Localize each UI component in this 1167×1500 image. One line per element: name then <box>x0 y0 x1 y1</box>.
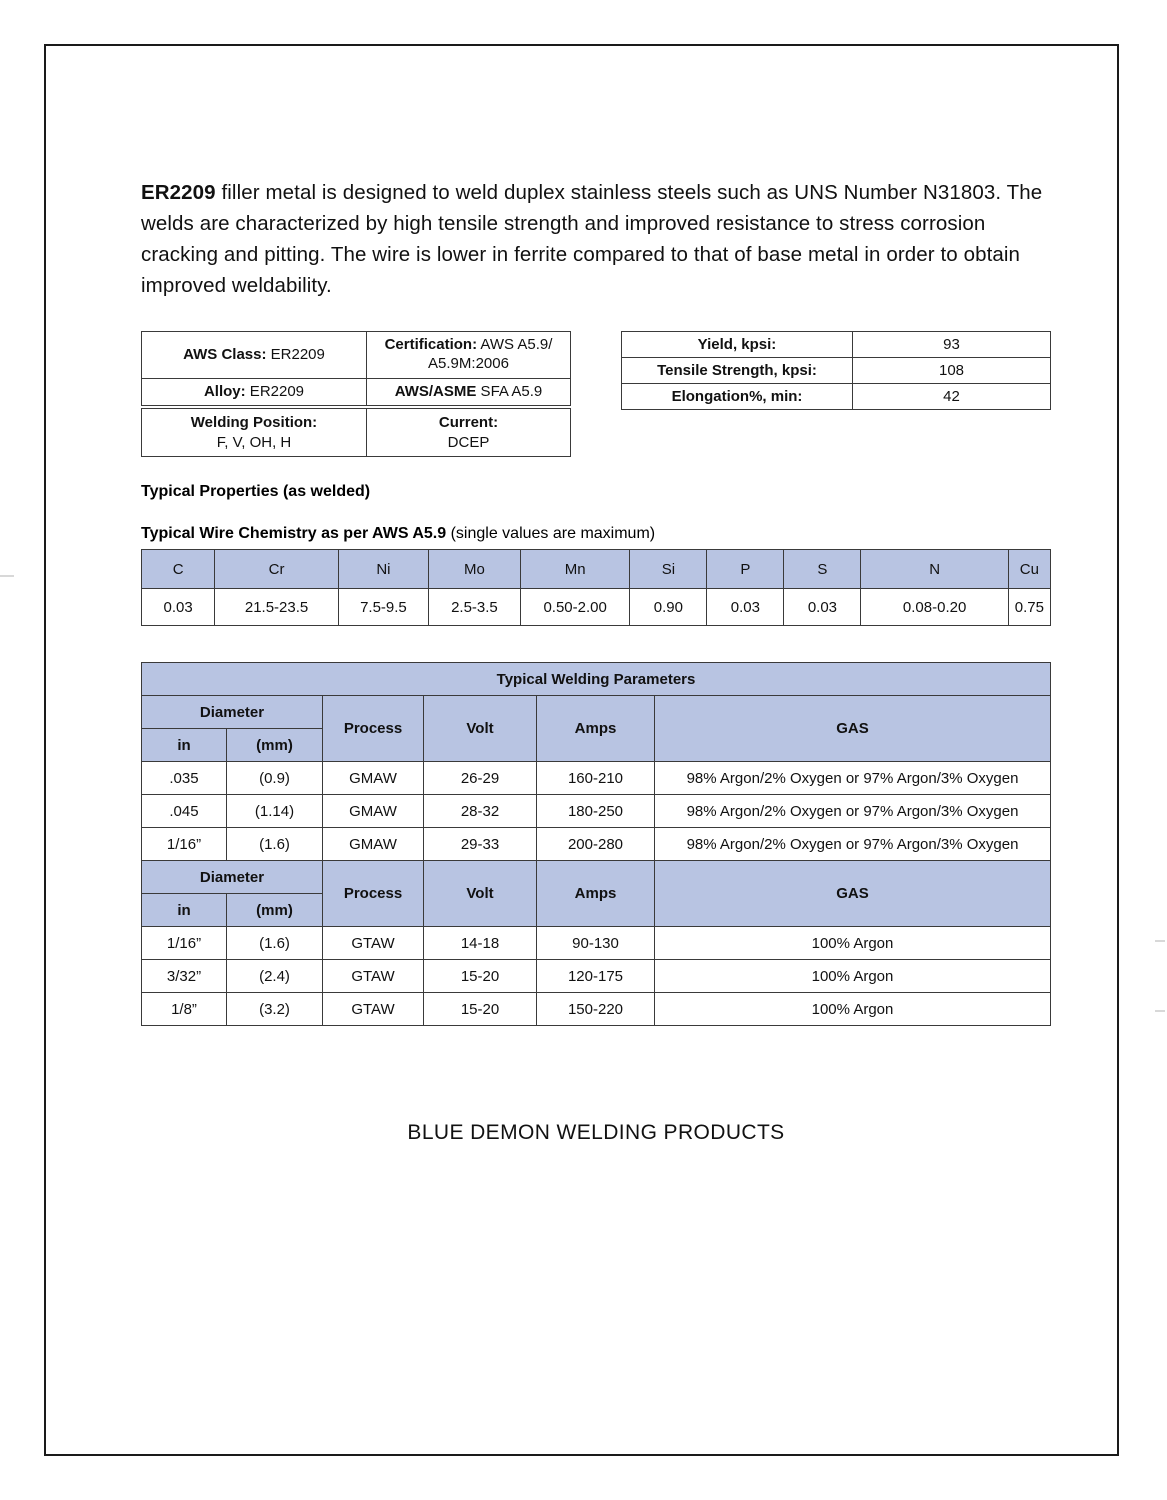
gtaw-row-process: GTAW <box>323 927 424 960</box>
unit-mm-gtaw: (mm) <box>227 894 323 927</box>
diameter-header-gmaw: Diameter <box>142 696 323 729</box>
intro-lead: ER2209 <box>141 180 216 204</box>
chem-header-p: P <box>707 550 784 589</box>
gmaw-row-amps: 180-250 <box>537 795 655 828</box>
table-row <box>622 358 1051 384</box>
chem-header-si: Si <box>630 550 707 589</box>
unit-in-gtaw: in <box>142 894 227 927</box>
table-row <box>142 828 1051 861</box>
alloy-value: ER2209 <box>245 382 305 400</box>
amps-header-gmaw: Amps <box>537 696 655 762</box>
chem-header-cu: Cu <box>1008 550 1050 589</box>
chem-header-n: N <box>861 550 1008 589</box>
diameter-header-gtaw: Diameter <box>142 861 323 894</box>
gtaw-row-amps: 120-175 <box>537 960 655 993</box>
gmaw-row-process: GMAW <box>323 795 424 828</box>
aws-class-cell <box>142 332 367 379</box>
aws-class-value: ER2209 <box>266 345 325 363</box>
table-header-row <box>142 861 1051 894</box>
gtaw-row-amps: 150-220 <box>537 993 655 1026</box>
gtaw-row-in: 3/32” <box>142 960 227 993</box>
gtaw-row-process: GTAW <box>323 993 424 1026</box>
process-header-gmaw: Process <box>323 696 424 762</box>
gmaw-row-in: .045 <box>142 795 227 828</box>
certification-label: Certification: <box>384 336 478 354</box>
chemistry-title <box>141 525 1051 543</box>
chem-header-mn: Mn <box>520 550 629 589</box>
welding-parameters-title: Typical Welding Parameters <box>142 663 1051 696</box>
table-row <box>142 795 1051 828</box>
info-left-column <box>141 331 571 457</box>
gmaw-row-mm: (1.14) <box>227 795 323 828</box>
certification-value: AWS A5.9/ A5.9M:2006 <box>428 336 553 372</box>
aws-class-table <box>141 331 571 406</box>
intro-text: filler metal is designed to weld duplex stainless steels such as UNS Number N31803. The welds are characterized by high tensile strength and improved resistance to stress corrosion cracking and pitting. The wire is lower in ferrite compared to that of base metal in order to obtain improved weldability. <box>141 180 1043 297</box>
elongation-label: Elongation%, min: <box>622 384 853 410</box>
chem-value-cr: 21.5-23.5 <box>215 589 339 626</box>
chem-value-mo: 2.5-3.5 <box>428 589 520 626</box>
amps-header-gtaw: Amps <box>537 861 655 927</box>
gmaw-row-volt: 26-29 <box>424 762 537 795</box>
welding-position-table <box>141 408 571 457</box>
gtaw-row-amps: 90-130 <box>537 927 655 960</box>
chem-header-s: S <box>784 550 861 589</box>
volt-header-gmaw: Volt <box>424 696 537 762</box>
table-row <box>622 332 1051 358</box>
gtaw-row-gas: 100% Argon <box>655 927 1051 960</box>
chem-value-c: 0.03 <box>142 589 215 626</box>
table-row <box>142 927 1051 960</box>
table-header-row <box>142 550 1051 589</box>
table-header-row <box>142 696 1051 729</box>
gmaw-row-mm: (0.9) <box>227 762 323 795</box>
elongation-value: 42 <box>853 384 1051 410</box>
table-row <box>622 384 1051 410</box>
table-title-row <box>142 663 1051 696</box>
chem-value-p: 0.03 <box>707 589 784 626</box>
chem-value-cu: 0.75 <box>1008 589 1050 626</box>
table-row <box>142 589 1051 626</box>
yield-value: 93 <box>853 332 1051 358</box>
gmaw-row-in: .035 <box>142 762 227 795</box>
intro-paragraph <box>141 177 1051 302</box>
table-row <box>142 993 1051 1026</box>
gtaw-row-in: 1/8” <box>142 993 227 1026</box>
chemistry-title-bold: Typical Wire Chemistry as per AWS A5.9 <box>141 525 447 543</box>
gtaw-row-mm: (2.4) <box>227 960 323 993</box>
gas-header-gmaw: GAS <box>655 696 1051 762</box>
table-row <box>142 409 571 457</box>
gtaw-row-gas: 100% Argon <box>655 960 1051 993</box>
gmaw-row-gas: 98% Argon/2% Oxygen or 97% Argon/3% Oxygen <box>655 762 1051 795</box>
table-row <box>142 762 1051 795</box>
asme-value: SFA A5.9 <box>476 382 543 400</box>
chem-header-cr: Cr <box>215 550 339 589</box>
unit-mm-gmaw: (mm) <box>227 729 323 762</box>
unit-in-gmaw: in <box>142 729 227 762</box>
table-row <box>142 960 1051 993</box>
chem-value-s: 0.03 <box>784 589 861 626</box>
chem-header-ni: Ni <box>338 550 428 589</box>
tensile-label: Tensile Strength, kpsi: <box>622 358 853 384</box>
volt-header-gtaw: Volt <box>424 861 537 927</box>
chem-header-mo: Mo <box>428 550 520 589</box>
gtaw-row-mm: (3.2) <box>227 993 323 1026</box>
tensile-value: 108 <box>853 358 1051 384</box>
chem-value-si: 0.90 <box>630 589 707 626</box>
footer-brand: BLUE DEMON WELDING PRODUCTS <box>407 1121 785 1145</box>
gmaw-row-amps: 200-280 <box>537 828 655 861</box>
gtaw-row-in: 1/16” <box>142 927 227 960</box>
scan-mark-right <box>1155 940 1165 942</box>
alloy-cell <box>142 378 367 406</box>
welding-position-header <box>142 409 367 457</box>
gmaw-row-volt: 29-33 <box>424 828 537 861</box>
gtaw-row-gas: 100% Argon <box>655 993 1051 1026</box>
chem-header-c: C <box>142 550 215 589</box>
gmaw-row-gas: 98% Argon/2% Oxygen or 97% Argon/3% Oxygen <box>655 828 1051 861</box>
info-block <box>141 331 1051 457</box>
current-label: Current: <box>438 414 499 432</box>
typical-properties-title: Typical Properties (as welded) <box>141 483 371 501</box>
gtaw-row-volt: 14-18 <box>424 927 537 960</box>
gas-header-gtaw: GAS <box>655 861 1051 927</box>
scan-mark-left <box>0 575 14 577</box>
gmaw-row-amps: 160-210 <box>537 762 655 795</box>
welding-position-label: Welding Position: <box>190 414 318 432</box>
chem-value-n: 0.08-0.20 <box>861 589 1008 626</box>
chemistry-table <box>141 549 1051 626</box>
process-header-gtaw: Process <box>323 861 424 927</box>
alloy-label: Alloy: <box>203 382 246 400</box>
certification-cell <box>367 332 571 379</box>
chemistry-title-note: (single values are maximum) <box>446 525 656 543</box>
gtaw-row-volt: 15-20 <box>424 960 537 993</box>
document-content <box>141 156 1051 1145</box>
current-header <box>367 409 571 457</box>
gtaw-row-process: GTAW <box>323 960 424 993</box>
gmaw-row-volt: 28-32 <box>424 795 537 828</box>
aws-class-label: AWS Class: <box>183 345 267 363</box>
chem-value-mn: 0.50-2.00 <box>520 589 629 626</box>
info-right-column <box>621 331 1051 410</box>
gmaw-row-process: GMAW <box>323 828 424 861</box>
document-page <box>44 44 1119 1456</box>
current-value: DCEP <box>447 433 490 451</box>
gtaw-row-mm: (1.6) <box>227 927 323 960</box>
asme-label: AWS/ASME <box>394 382 477 400</box>
welding-parameters-table <box>141 662 1051 1026</box>
asme-cell <box>367 378 571 406</box>
welding-position-value: F, V, OH, H <box>216 433 292 451</box>
mechanical-properties-table <box>621 331 1051 410</box>
gmaw-row-process: GMAW <box>323 762 424 795</box>
gmaw-row-in: 1/16” <box>142 828 227 861</box>
gmaw-row-mm: (1.6) <box>227 828 323 861</box>
gmaw-row-gas: 98% Argon/2% Oxygen or 97% Argon/3% Oxygen <box>655 795 1051 828</box>
scan-mark-right-2 <box>1155 1010 1165 1012</box>
gtaw-row-volt: 15-20 <box>424 993 537 1026</box>
yield-label: Yield, kpsi: <box>622 332 853 358</box>
chem-value-ni: 7.5-9.5 <box>338 589 428 626</box>
table-row <box>142 378 571 406</box>
table-row <box>142 332 571 379</box>
